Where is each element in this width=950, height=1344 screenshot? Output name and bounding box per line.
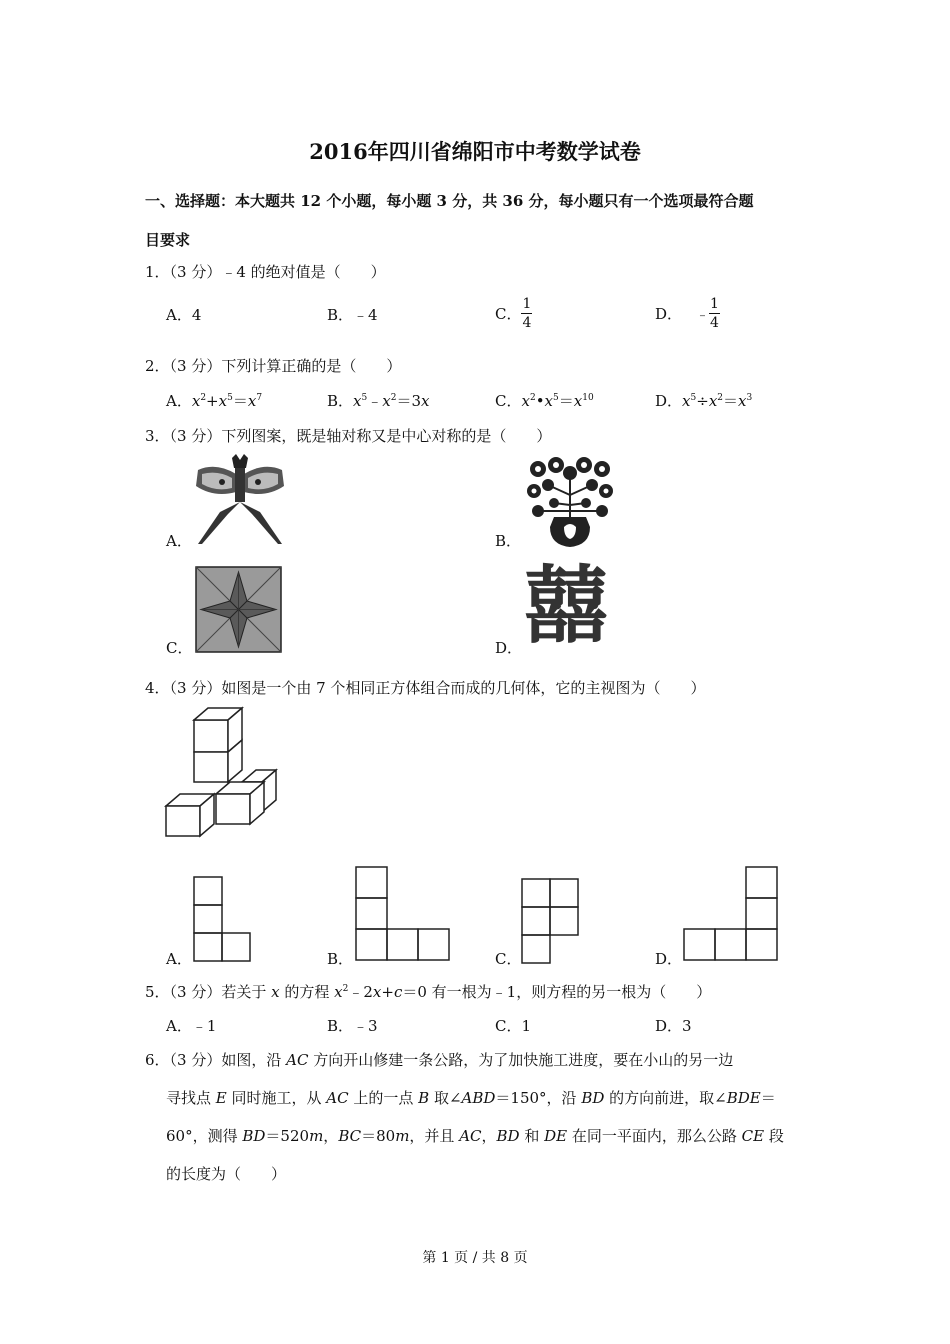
q3-label-d: D．	[495, 639, 523, 657]
q2-stem: 2．（3 分）下列计算正确的是（ ）	[145, 357, 402, 375]
flower-vase-figure	[524, 455, 616, 549]
q1-option-c: C． $\frac{1}{4}$	[495, 296, 532, 331]
q3-label-a: A．	[166, 532, 192, 550]
q2-option-c: C．$x^2•x^5=x^{10}$	[495, 392, 594, 410]
fraction: $\frac{1}{4}$	[710, 296, 719, 331]
q3-label-c: C．	[166, 639, 193, 657]
q1-stem: 1．（3 分）﹣4 的绝对值是（ ）	[145, 263, 386, 281]
q4-label-c: C．	[495, 950, 522, 968]
q4-label-b: B．	[327, 950, 354, 968]
star-square-figure	[195, 566, 282, 653]
q5-option-d: D．3	[655, 1017, 692, 1035]
kite-figure	[192, 452, 288, 546]
q4-stem: 4．（3 分）如图是一个由 7 个相同正方体组合而成的几何体，它的主视图为（ ）	[145, 679, 706, 697]
front-view-d	[683, 866, 781, 964]
q6-line3: 60°，测得 BD＝520m，BC＝80m，并且 AC，BD 和 DE 在同一平面内，那么公路 CE 段	[166, 1127, 784, 1145]
q4-label-d: D．	[655, 950, 683, 968]
q2-option-d: D．$x^5\div x^2=x^3$	[655, 392, 753, 410]
front-view-a	[193, 876, 253, 964]
page-footer: 第 1 页 / 共 8 页	[422, 1250, 528, 1266]
q6-line4: 的长度为（ ）	[166, 1165, 287, 1183]
cube-solid-figure	[160, 704, 282, 840]
q6-line1: 6．（3 分）如图，沿 AC 方向开山修建一条公路，为了加快施工进度，要在小山的另一边	[145, 1051, 734, 1069]
q1-option-d: D． ﹣ $\frac{1}{4}$	[655, 296, 719, 331]
q1-option-a: A．4	[166, 306, 202, 324]
q5-option-a: A．﹣1	[166, 1017, 217, 1035]
page-title: 2016年四川省绵阳市中考数学试卷	[309, 139, 641, 164]
q1-option-b: B．﹣4	[327, 306, 378, 324]
q5-stem: 5．（3 分）若关于 x 的方程 $x^2﹣2x+c=0$ 有一根为﹣1，则方程的另一根为（ ）	[145, 983, 712, 1001]
q5-option-b: B．﹣3	[327, 1017, 378, 1035]
front-view-c	[521, 878, 581, 966]
q2-option-a: A．$x^2+x^5=x^7$	[166, 392, 263, 410]
front-view-b	[355, 866, 453, 964]
q4-label-a: A．	[166, 950, 192, 968]
fraction: $\frac{1}{4}$	[522, 296, 532, 331]
q5-option-c: C．1	[495, 1017, 532, 1035]
double-happiness-glyph: 囍	[524, 557, 609, 655]
q3-stem: 3．（3 分）下列图案，既是轴对称又是中心对称的是（ ）	[145, 427, 552, 445]
section-heading-line2: 目要求	[145, 231, 191, 249]
q6-line2: 寻找点 E 同时施工，从 AC 上的一点 B 取∠ABD＝150°，沿 BD 的方向前进，取∠BDE＝	[166, 1089, 776, 1107]
q2-option-b: B．$x^5﹣x^2=3x$	[327, 392, 430, 410]
q3-label-b: B．	[495, 532, 522, 550]
section-heading-line1: 一、选择题：本大题共 12 个小题，每小题 3 分，共 36 分，每小题只有一个选项最符合题	[145, 192, 754, 210]
